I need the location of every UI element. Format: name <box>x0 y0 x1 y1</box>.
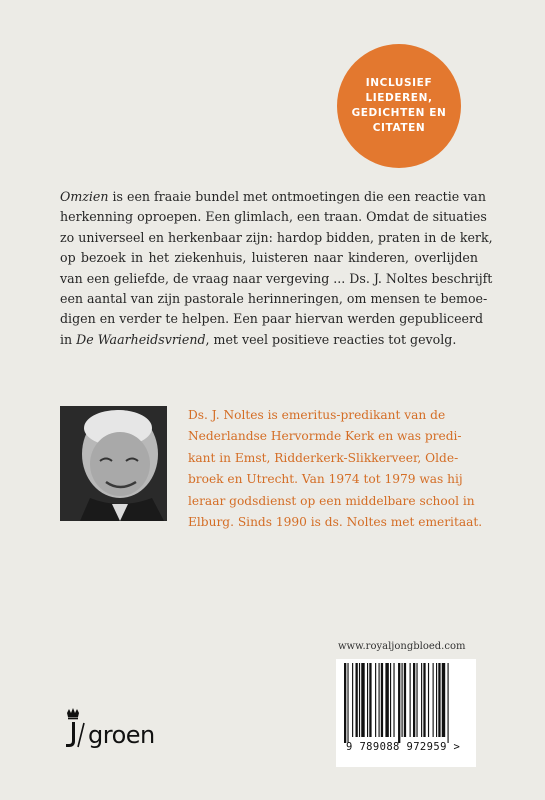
badge-line: INCLUSIEF <box>365 77 433 89</box>
barcode-bar <box>385 663 388 737</box>
barcode-bar <box>413 663 415 737</box>
barcode-bar <box>347 663 348 743</box>
promo-badge-text <box>343 76 455 136</box>
blurb-line <box>60 330 478 350</box>
isbn-number: 9 789088 972959 > <box>346 741 461 753</box>
barcode-bar <box>393 663 394 737</box>
barcode-bar <box>398 663 400 743</box>
barcode-bar <box>344 663 346 743</box>
crown-j-icon <box>60 707 86 749</box>
bio-line: leraar godsdienst op een middelbare school in <box>188 493 475 508</box>
back-cover-blurb <box>60 187 493 350</box>
barcode-bars-icon <box>336 663 476 743</box>
bio-line: Ds. J. Noltes is emeritus-predikant van de <box>188 408 446 422</box>
promo-badge <box>337 44 461 168</box>
barcode-bar <box>423 663 425 737</box>
badge-line: LIEDEREN, <box>365 92 433 104</box>
author-portrait-icon <box>60 406 167 521</box>
blurb-line: zo universeel en herkenbaar zijn: hardop bidden, praten in de kerk, <box>60 229 493 245</box>
blurb-text: in <box>60 331 77 347</box>
barcode-bar <box>367 663 368 737</box>
barcode-bar <box>375 663 376 737</box>
blurb-line: herkenning oproepen. Een glimlach, een traan. Omdat de situaties <box>60 209 487 225</box>
barcode-bar <box>436 663 437 737</box>
barcode-bar <box>402 663 403 737</box>
publisher-name: groen <box>88 721 155 749</box>
publisher-logo <box>60 709 155 749</box>
bio-line: Nederlandse Hervormde Kerk en was predi- <box>188 429 462 444</box>
badge-line: CITATEN <box>372 122 426 134</box>
blurb-text: is een fraaie bundel met ontmoetingen die een reactie van <box>108 189 486 204</box>
barcode-bar <box>421 663 422 737</box>
blurb-line: op bezoek in het ziekenhuis, luisteren naar kinderen, overlijden <box>60 250 478 266</box>
blurb-text: , met veel positieve reacties tot gevolg. <box>205 331 457 347</box>
blurb-line: van een geliefde, de vraag naar vergeving ... Ds. J. Noltes beschrijft <box>60 270 493 286</box>
blurb-line <box>60 187 486 207</box>
barcode-bar <box>361 663 364 737</box>
publisher-url: www.royaljongbloed.com <box>338 641 466 652</box>
book-title: Omzien <box>60 189 109 204</box>
bio-line: Elburg. Sinds 1990 is ds. Noltes met emeritaat. <box>188 515 483 530</box>
barcode-bar <box>390 663 391 737</box>
barcode-bar <box>404 663 406 737</box>
barcode-bar <box>448 663 449 743</box>
magazine-title: De Waarheidsvriend <box>76 331 206 347</box>
bio-line: broek en Utrecht. Van 1974 tot 1979 was hij <box>188 472 463 487</box>
barcode-bar <box>379 663 380 737</box>
barcode-bar <box>359 663 360 737</box>
blurb-line: digen en verder te helpen. Een paar hiervan werden gepubliceerd <box>60 311 484 327</box>
barcode-bar <box>442 663 445 737</box>
author-photo <box>60 406 167 521</box>
author-bio <box>188 405 483 533</box>
blurb-line: een aantal van zijn pastorale herinneringen, om mensen te bemoe- <box>60 291 488 307</box>
barcode-bar <box>356 663 358 737</box>
bio-line: kant in Emst, Ridderkerk-Slikkerveer, Olde- <box>188 450 459 465</box>
barcode-bar <box>416 663 417 737</box>
barcode-bar <box>410 663 411 737</box>
barcode-bar <box>438 663 440 737</box>
barcode-bar <box>428 663 429 737</box>
barcode-bar <box>433 663 434 737</box>
barcode-bar <box>352 663 353 737</box>
barcode-bar <box>369 663 371 737</box>
badge-line: GEDICHTEN EN <box>351 107 447 119</box>
barcode-bar <box>381 663 383 737</box>
